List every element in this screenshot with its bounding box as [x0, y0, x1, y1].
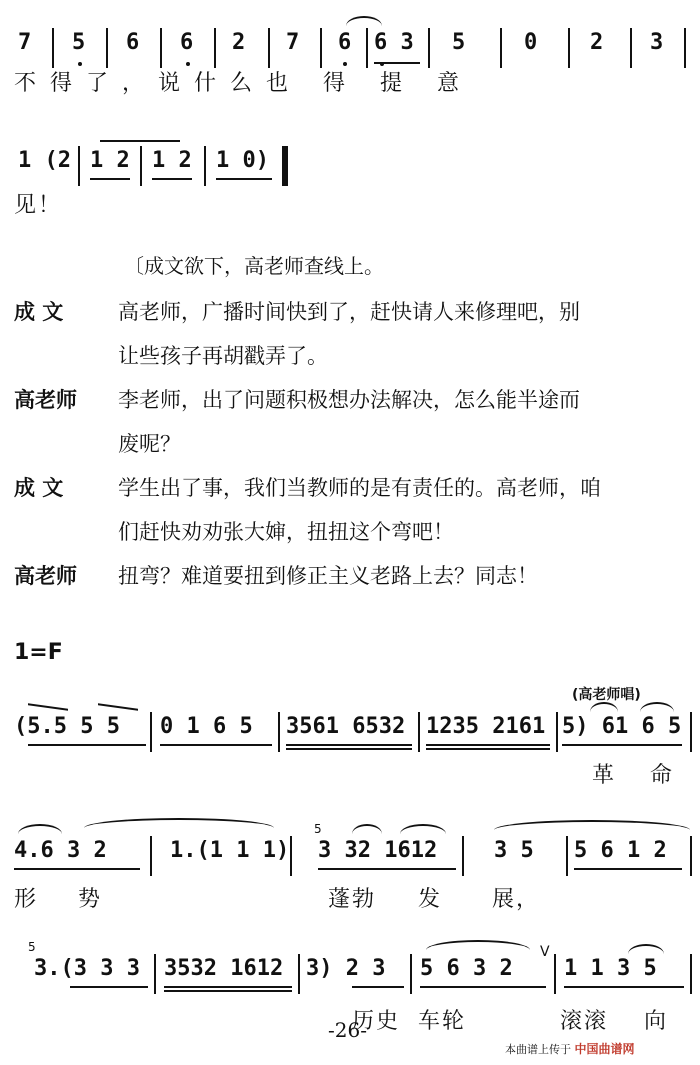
measures	[0, 822, 700, 876]
note: 1 1 3 5	[564, 956, 657, 981]
beam	[286, 744, 412, 746]
barline	[500, 28, 502, 68]
page-number: -26-	[328, 1018, 367, 1042]
note: 5	[452, 30, 466, 55]
lyric-word: 车轮	[418, 1009, 467, 1034]
beam	[426, 748, 550, 750]
note: 3	[650, 30, 664, 55]
beam	[564, 986, 684, 988]
note: 1235 2161	[426, 714, 546, 739]
barline	[690, 954, 692, 994]
beam	[426, 744, 550, 746]
accent-mark	[98, 703, 138, 711]
note: 5 6 1 2	[574, 838, 667, 863]
speaker-name: 成 文	[14, 300, 64, 324]
tuplet-bracket	[100, 140, 180, 142]
measures	[0, 146, 700, 186]
barline	[410, 954, 412, 994]
beam	[562, 744, 682, 746]
breath-mark: V	[540, 944, 550, 960]
barline	[278, 712, 280, 752]
note: 6 3	[374, 30, 414, 55]
measures	[0, 28, 700, 68]
speaker-name: 高老师	[14, 564, 77, 588]
note: 0	[524, 30, 538, 55]
barline	[690, 712, 692, 752]
barline	[204, 146, 206, 186]
beam	[574, 868, 682, 870]
beam	[164, 986, 292, 988]
note: 3 32 1612	[318, 838, 438, 863]
barline	[150, 712, 152, 752]
beam	[318, 868, 456, 870]
note: 2	[232, 30, 246, 55]
slur	[18, 824, 62, 834]
note: 3.(3 3 3	[34, 956, 140, 981]
barline	[690, 836, 692, 876]
beam	[70, 986, 148, 988]
note: 2	[590, 30, 604, 55]
grace-note: 5	[314, 822, 322, 836]
note: 3561 6532	[286, 714, 406, 739]
dialogue-line: 高老师，广播时间快到了，赶快请人来修理吧，别	[118, 300, 580, 324]
note: 6	[338, 30, 352, 55]
barline	[568, 28, 570, 68]
beam	[90, 178, 130, 180]
barline	[320, 28, 322, 68]
dialogue-line: 学生出了事，我们当教师的是有责任的。高老师，咱	[118, 476, 601, 500]
barline	[566, 836, 568, 876]
lyric-word: 革	[592, 763, 617, 788]
lyric-word: 势	[78, 887, 103, 912]
beam	[14, 868, 140, 870]
beam	[352, 986, 404, 988]
note: 4.6 3 2	[14, 838, 107, 863]
singer-annotation: (高老师唱)	[572, 687, 641, 703]
beam	[374, 62, 420, 64]
lyric-word: 命	[650, 763, 675, 788]
lyric-word: 发	[418, 887, 443, 912]
note: 6	[180, 30, 194, 55]
note: 1 2	[152, 148, 192, 173]
beam	[286, 748, 412, 750]
octave-dot	[78, 62, 82, 66]
dialogue-line: 李老师，出了问题积极想办法解决，怎么能半途而	[118, 388, 580, 412]
dialogue-line: 们赶快劝劝张大婶，扭扭这个弯吧！	[118, 520, 454, 544]
note: 5	[72, 30, 86, 55]
dialogue-line: 让些孩子再胡戳弄了。	[118, 344, 328, 368]
note: 7	[18, 30, 32, 55]
lyric-word: 展，	[492, 887, 541, 912]
final-barline	[282, 146, 288, 186]
octave-dot	[186, 62, 190, 66]
slur	[84, 818, 274, 828]
slur	[352, 824, 382, 834]
slur	[400, 824, 446, 834]
note: 0 1 6 5	[160, 714, 253, 739]
source-credit	[505, 1040, 635, 1057]
note: 3 5	[494, 838, 534, 863]
barline	[106, 28, 108, 68]
barline	[684, 28, 686, 68]
accent-mark	[28, 703, 68, 711]
measures	[0, 940, 700, 994]
beam	[28, 744, 146, 746]
slur	[640, 702, 674, 712]
barline	[418, 712, 420, 752]
slur	[346, 16, 382, 26]
note: 3532 1612	[164, 956, 284, 981]
barline	[366, 28, 368, 68]
note: (5.5 5 5	[14, 714, 120, 739]
barline	[290, 836, 292, 876]
barline	[160, 28, 162, 68]
lyric-line: 不得了，说什么也 得 提 意	[14, 71, 473, 96]
note: 1 0)	[216, 148, 269, 173]
slur	[494, 820, 690, 830]
barline	[428, 28, 430, 68]
lyric-word: 向	[644, 1009, 669, 1034]
barline	[52, 28, 54, 68]
lyric-word: 蓬勃	[328, 887, 377, 912]
note: 1 (2	[18, 148, 71, 173]
lyric-line: 见！	[14, 193, 63, 218]
slur	[426, 940, 530, 950]
barline	[630, 28, 632, 68]
slur	[628, 944, 664, 954]
beam	[420, 986, 546, 988]
barline	[268, 28, 270, 68]
barline	[154, 954, 156, 994]
stage-direction: 〔成文欲下，高老师查线上。	[124, 254, 384, 278]
grace-note: 5	[28, 940, 36, 954]
beam	[164, 990, 292, 992]
note: 1.(1 1 1)	[170, 838, 290, 863]
barline	[140, 146, 142, 186]
barline	[214, 28, 216, 68]
lyric-word: 历史	[352, 1009, 401, 1034]
speaker-name: 高老师	[14, 388, 77, 412]
note: 5 6 3 2	[420, 956, 513, 981]
barline	[462, 836, 464, 876]
barline	[556, 712, 558, 752]
octave-dot	[343, 62, 347, 66]
barline	[554, 954, 556, 994]
barline	[298, 954, 300, 994]
lyric-word: 形	[14, 887, 39, 912]
speaker-name: 成 文	[14, 476, 64, 500]
note: 5) 61 6 5	[562, 714, 682, 739]
dialogue-line: 扭弯？难道要扭到修正主义老路上去？同志！	[118, 564, 538, 588]
beam	[160, 744, 272, 746]
barline	[150, 836, 152, 876]
dialogue-line: 废呢？	[118, 432, 181, 456]
note: 6	[126, 30, 140, 55]
barline	[78, 146, 80, 186]
note: 7	[286, 30, 300, 55]
note: 1 2	[90, 148, 130, 173]
credit-prefix: 本曲谱上传于	[505, 1043, 571, 1056]
credit-site: 中国曲谱网	[574, 1042, 635, 1056]
beam	[216, 178, 272, 180]
key-signature: 1=F	[14, 640, 63, 665]
note: 3) 2 3	[306, 956, 386, 981]
lyric-word: 滚滚	[560, 1009, 609, 1034]
measures	[0, 712, 700, 752]
beam	[152, 178, 192, 180]
